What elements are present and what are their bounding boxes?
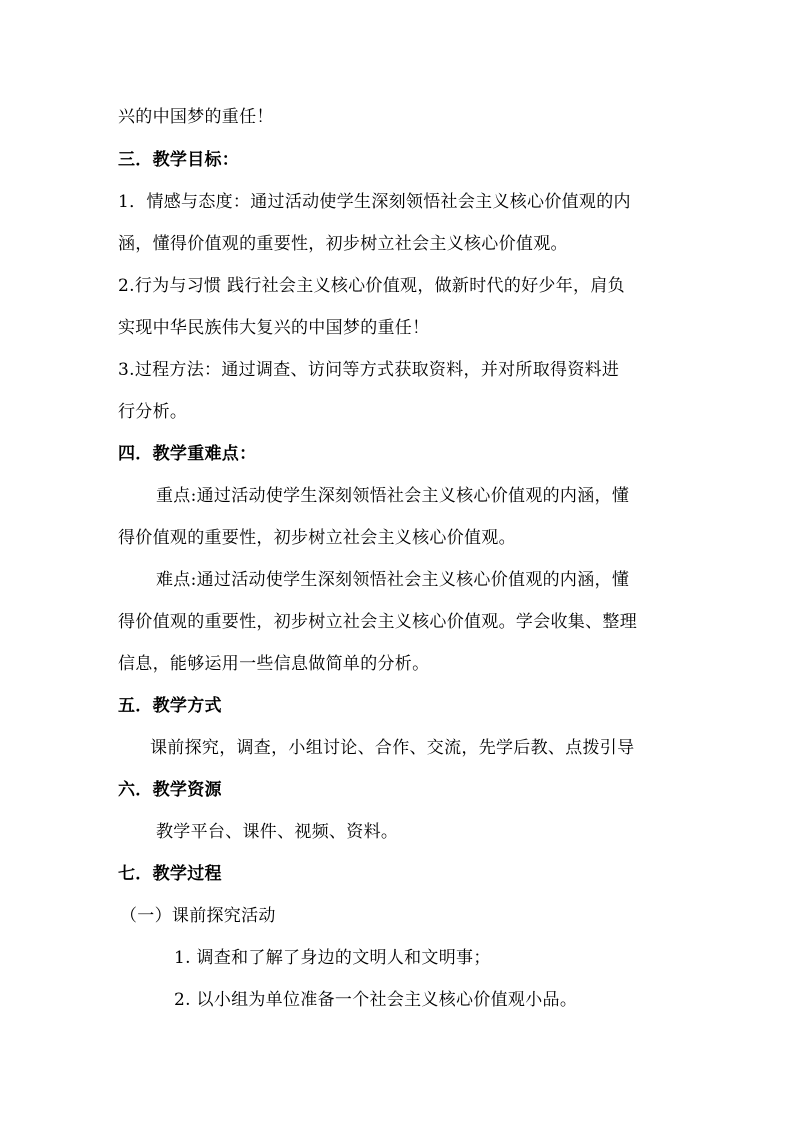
difficult-point-line-3: 信息，能够运用一些信息做简单的分析。 (118, 654, 430, 674)
section-heading-teaching-resources: 六．教学资源 (118, 780, 222, 800)
goal-3-line-2: 行分析。 (118, 402, 188, 422)
difficult-point-line-1: 难点:通过活动使学生深刻领悟社会主义核心价值观的内涵，懂 (156, 570, 630, 590)
difficult-point-line-2: 得价值观的重要性，初步树立社会主义核心价值观。学会收集、整理 (118, 612, 637, 632)
teaching-resources-text: 教学平台、课件、视频、资料。 (156, 822, 399, 842)
subsection-heading-pre-class: （一）课前探究活动 (120, 906, 276, 926)
goal-1-line-2: 涵，懂得价值观的重要性，初步树立社会主义核心价值观。 (118, 234, 568, 254)
key-point-line-1: 重点:通过活动使学生深刻领悟社会主义核心价值观的内涵，懂 (156, 486, 630, 506)
teaching-methods-text: 课前探究，调查，小组讨论、合作、交流，先学后教、点拨引导 (150, 738, 635, 758)
section-heading-teaching-goals: 三．教学目标： (118, 150, 240, 170)
section-heading-teaching-process: 七．教学过程 (118, 864, 222, 884)
list-item-2: 2. 以小组为单位准备一个社会主义核心价值观小品。 (174, 990, 578, 1010)
key-point-line-2: 得价值观的重要性，初步树立社会主义核心价值观。 (118, 528, 516, 548)
list-item-1: 1. 调查和了解了身边的文明人和文明事； (174, 948, 491, 968)
section-heading-key-points: 四．教学重难点： (118, 444, 257, 464)
goal-2-line-2: 实现中华民族伟大复兴的中国梦的重任！ (118, 318, 430, 338)
goal-2-line-1: 2.行为与习惯 践行社会主义核心价值观，做新时代的好少年，肩负 (118, 276, 625, 296)
goal-1-line-1: 1．情感与态度：通过活动使学生深刻领悟社会主义核心价值观的内 (118, 192, 631, 212)
section-heading-teaching-methods: 五．教学方式 (118, 696, 222, 716)
goal-3-line-1: 3.过程方法：通过调查、访问等方式获取资料，并对所取得资料进 (118, 360, 620, 380)
text-line-continuation: 兴的中国梦的重任！ (118, 107, 274, 127)
